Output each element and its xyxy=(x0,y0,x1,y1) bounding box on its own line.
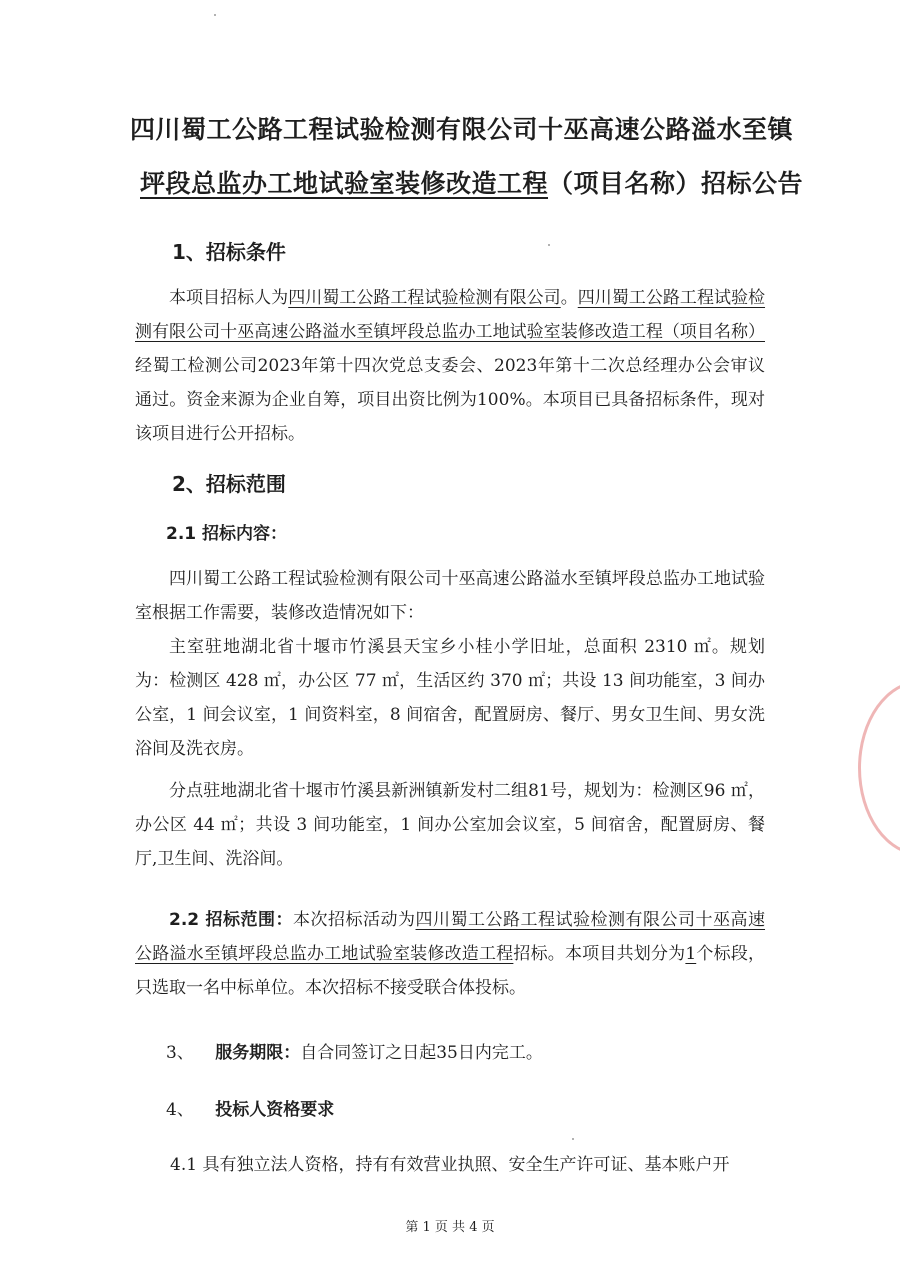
section-2-heading: 2、招标范围 xyxy=(172,472,286,496)
s3-number: 3、 xyxy=(166,1043,194,1063)
section-4-heading xyxy=(166,1095,334,1120)
s1-text-e: 经蜀工检测公司2023年第十四次党总支委会、2023年第十二次总经理办公会审议通过。资金来源为企业自筹，项目出资比例为100%。本项目已具备招标条件，现对该项目进行公开招标。 xyxy=(135,356,765,444)
lot-count: 1 xyxy=(685,944,697,964)
s1-text-a: 本项目招标人为 xyxy=(169,288,289,308)
section-1-paragraph xyxy=(135,281,765,451)
section-3 xyxy=(166,1038,543,1063)
section-2-1-paragraph-3: 分点驻地湖北省十堰市竹溪县新洲镇新发村二组81号，规划为：检测区96 ㎡，办公区 44 ㎡；共设 3 间功能室，1 间办公室加会议室，5 间宿舍，配置厨房、餐厅,卫生间、洗浴间。 xyxy=(135,781,765,869)
scan-speck xyxy=(548,244,550,246)
section-2-1-paragraph-2: 主室驻地湖北省十堰市竹溪县天宝乡小桂小学旧址，总面积 2310 ㎡。规划为：检测区 428 ㎡，办公区 77 ㎡，生活区约 370 ㎡；共设 13 间功能室，3 间办公室，1 间会议室，1 间资料室，8 间宿舍，配置厨房、餐厅、男女卫生间、男女洗浴间及洗衣房。 xyxy=(135,637,765,759)
document-title-line1 xyxy=(130,103,794,157)
title-project-name: 坪段总监办工地试验室装修改造工程 xyxy=(140,169,549,198)
s1-text-c: 。 xyxy=(560,288,578,308)
s21-heading-text: 2.1 招标内容： xyxy=(166,524,288,544)
s4-label: 投标人资格要求 xyxy=(215,1100,335,1120)
s22-text-a: 本次招标活动为 xyxy=(293,910,416,930)
document-title-line2 xyxy=(140,157,804,211)
scan-speck xyxy=(214,14,216,16)
s3-text: 自合同签订之日起35日内完工。 xyxy=(300,1043,543,1063)
page-footer: 第 1 页 共 4 页 xyxy=(405,1220,495,1235)
s4-number: 4、 xyxy=(166,1100,194,1120)
project-name: 四川蜀工公路工程试验检测有限公司十巫高速公路溢水至镇坪段总监办工地试验室装修改造工程（项目名称） xyxy=(135,288,766,342)
title-line1-text: 四川蜀工公路工程试验检测有限公司十巫高速公路溢水至镇 xyxy=(130,115,794,144)
section-2-1-paragraph-1: 四川蜀工公路工程试验检测有限公司十巫高速公路溢水至镇坪段总监办工地试验室根据工作需要，装修改造情况如下： xyxy=(135,569,765,623)
section-4-1-text: 4.1 具有独立法人资格，持有有效营业执照、安全生产许可证、基本账户开 xyxy=(170,1155,730,1175)
s22-label: 2.2 招标范围： xyxy=(169,910,294,930)
section-1-heading: 1、招标条件 xyxy=(172,240,286,264)
s22-text-c: 招标。本项目共划分为 xyxy=(513,944,686,964)
s3-label: 服务期限： xyxy=(215,1043,301,1063)
scan-speck xyxy=(572,1138,574,1140)
s22-text-e: 个标段，只选取一名中标单位。本次招标不接受联合体投标。 xyxy=(135,944,766,998)
tenderer-name: 四川蜀工公路工程试验检测有限公司 xyxy=(288,288,561,308)
title-line2-rest: （项目名称）招标公告 xyxy=(548,169,804,198)
s22-project-name: 四川蜀工公路工程试验检测有限公司十巫高速公路溢水至镇坪段总监办工地试验室装修改造工程 xyxy=(135,910,766,964)
section-2-2-paragraph xyxy=(135,903,765,1005)
company-seal xyxy=(858,680,900,856)
section-2-1-heading xyxy=(166,519,287,544)
